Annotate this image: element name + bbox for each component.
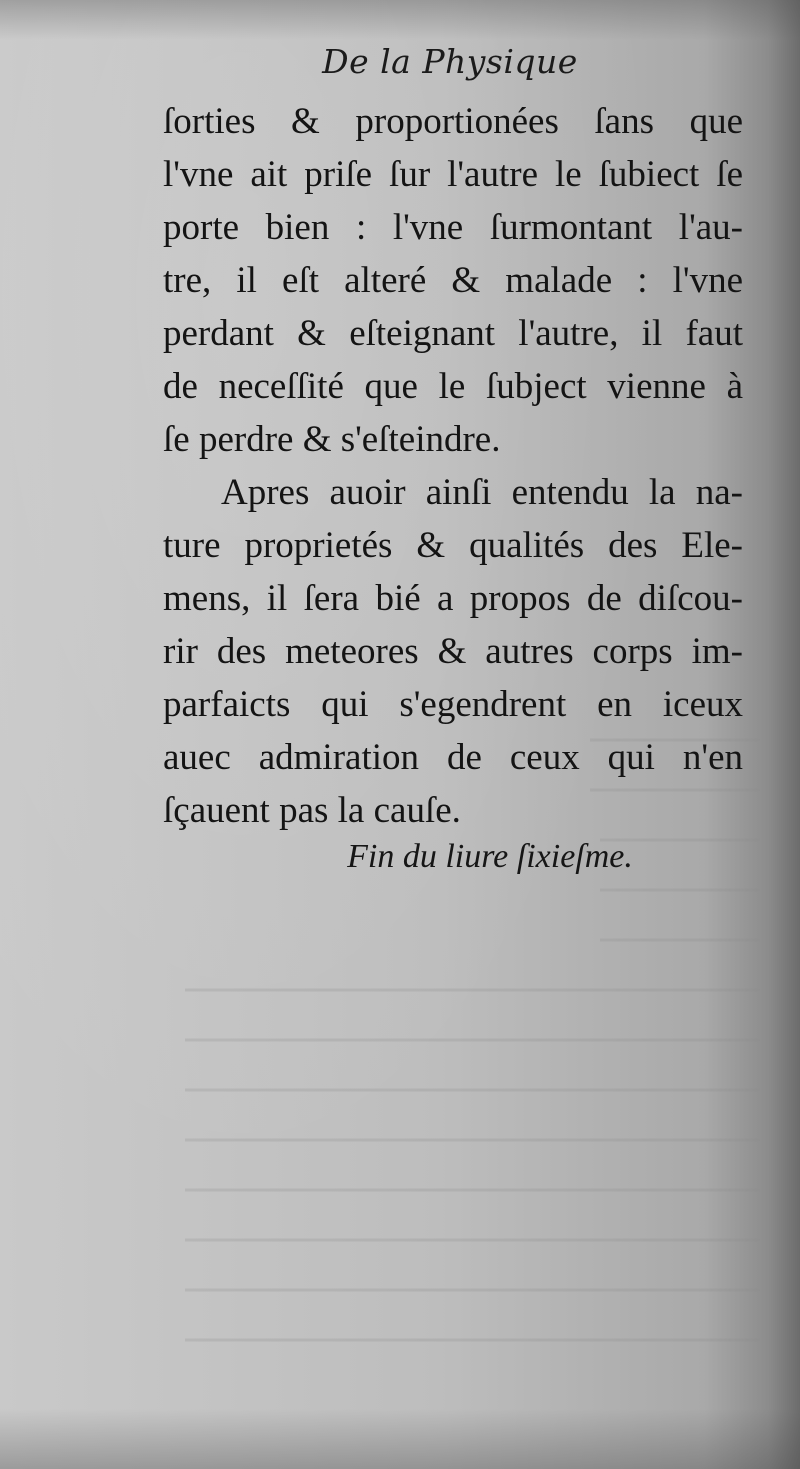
text-line: ſe perdre & s'eſteindre. [163, 419, 501, 460]
text-line: ſorties & proportionées ſans que [163, 101, 743, 142]
text-line: parfaicts qui s'egendrent en iceux [163, 684, 743, 725]
text-line: auec admiration de ceux qui n'en [163, 737, 743, 778]
text-line: porte bien : l'vne ſurmontant l'au- [163, 207, 743, 248]
text-line: rir des meteores & autres corps im- [163, 631, 743, 672]
text-line: perdant & eſteignant l'autre, il faut [163, 313, 743, 354]
body-text [163, 95, 743, 837]
text-line: l'vne ait priſe ſur l'autre le ſubiect ſe [163, 154, 743, 195]
paragraph-1 [163, 95, 743, 466]
text-line: de neceſſité que le ſubject vienne à [163, 366, 743, 407]
colophon: Fin du liure ſixieſme. [347, 838, 633, 875]
running-head: De la Physique [322, 42, 578, 81]
text-line: mens, il ſera bié a propos de diſcou- [163, 578, 743, 619]
text-line: tre, il eſt alteré & malade : l'vne [163, 260, 743, 301]
text-line: ſçauent pas la cauſe. [163, 790, 461, 831]
paragraph-2 [163, 466, 743, 837]
text-line: Apres auoir ainſi entendu la na- [221, 472, 743, 513]
text-line: ture proprietés & qualités des Ele- [163, 525, 743, 566]
